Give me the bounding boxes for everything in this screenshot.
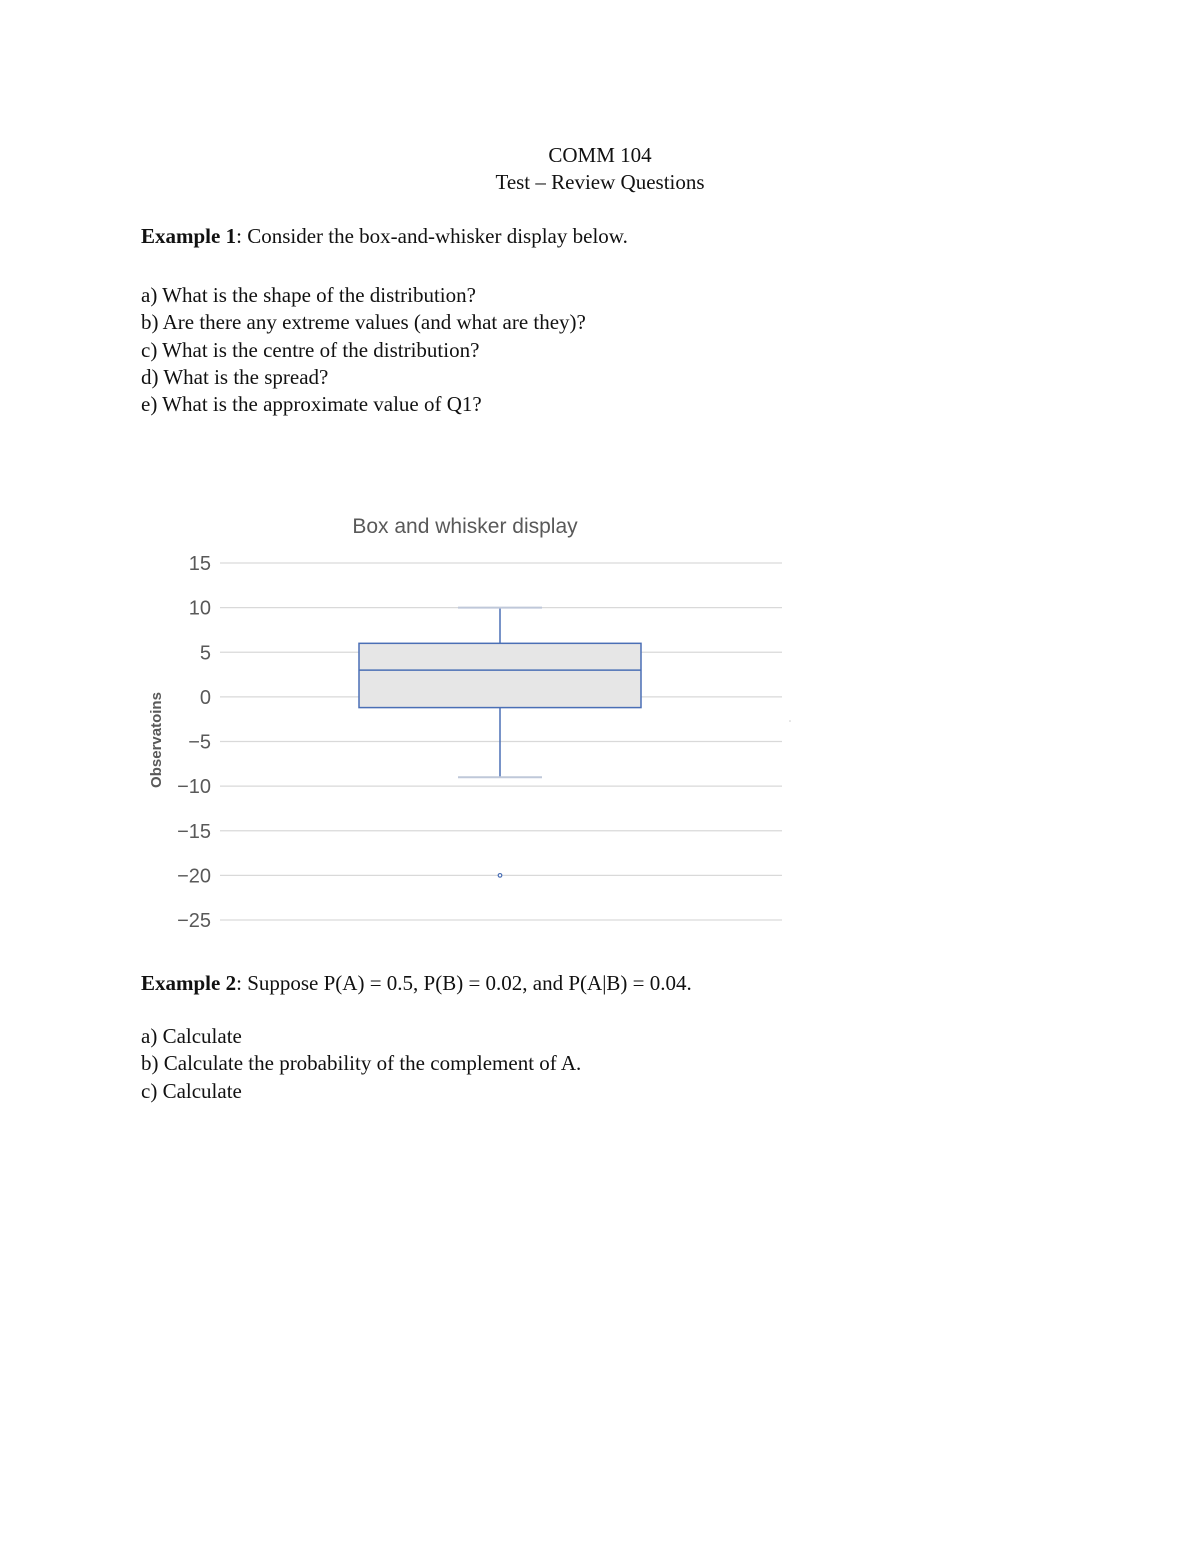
question-item: c) Calculate — [141, 1078, 242, 1103]
y-tick-label: 0 — [199, 686, 211, 709]
chart-edge-marker — [789, 720, 791, 722]
example-2-questions — [141, 1023, 581, 1105]
question-item: e) What is the approximate value of Q1? — [141, 392, 482, 417]
y-tick-label: 5 — [199, 642, 211, 665]
chart-title: Box and whisker display — [352, 515, 578, 538]
example-1-heading — [141, 223, 628, 250]
question-item: a) What is the shape of the distribution? — [141, 283, 476, 307]
question-item: c) What is the centre of the distribution? — [141, 337, 480, 362]
example-2-prompt: Suppose P(A) = 0.5, P(B) = 0.02, and P(A|B) = 0.04. — [247, 971, 692, 995]
question-item: d) What is the spread? — [141, 364, 329, 389]
y-tick-label: −5 — [188, 731, 211, 754]
y-tick-label: 10 — [188, 597, 211, 620]
y-tick-label: −25 — [177, 910, 211, 932]
course-title: COMM 104 — [548, 143, 652, 167]
question-item: b) Are there any extreme values (and what are they)? — [141, 310, 586, 335]
iqr-box — [359, 643, 641, 707]
y-axis-label: Observatoins — [148, 692, 165, 788]
example-2-heading — [141, 970, 692, 997]
example-1-questions — [141, 282, 586, 418]
example-1-label: Example 1 — [141, 224, 237, 248]
example-2-separator: : — [236, 971, 248, 995]
y-tick-label: −15 — [177, 820, 211, 843]
question-item: a) Calculate — [141, 1024, 242, 1048]
document-subtitle: Test – Review Questions — [495, 170, 705, 194]
example-1-separator: : — [236, 224, 248, 248]
question-item: b) Calculate the probability of the complement of A. — [141, 1051, 582, 1076]
y-tick-label: −10 — [177, 776, 211, 799]
box-whisker-chart — [130, 500, 800, 945]
outlier-point — [498, 874, 502, 878]
y-tick-label: 15 — [188, 553, 211, 575]
y-tick-label: −20 — [177, 865, 211, 888]
example-2-label: Example 2 — [141, 971, 237, 995]
example-1-prompt: Consider the box-and-whisker display below. — [247, 224, 628, 248]
